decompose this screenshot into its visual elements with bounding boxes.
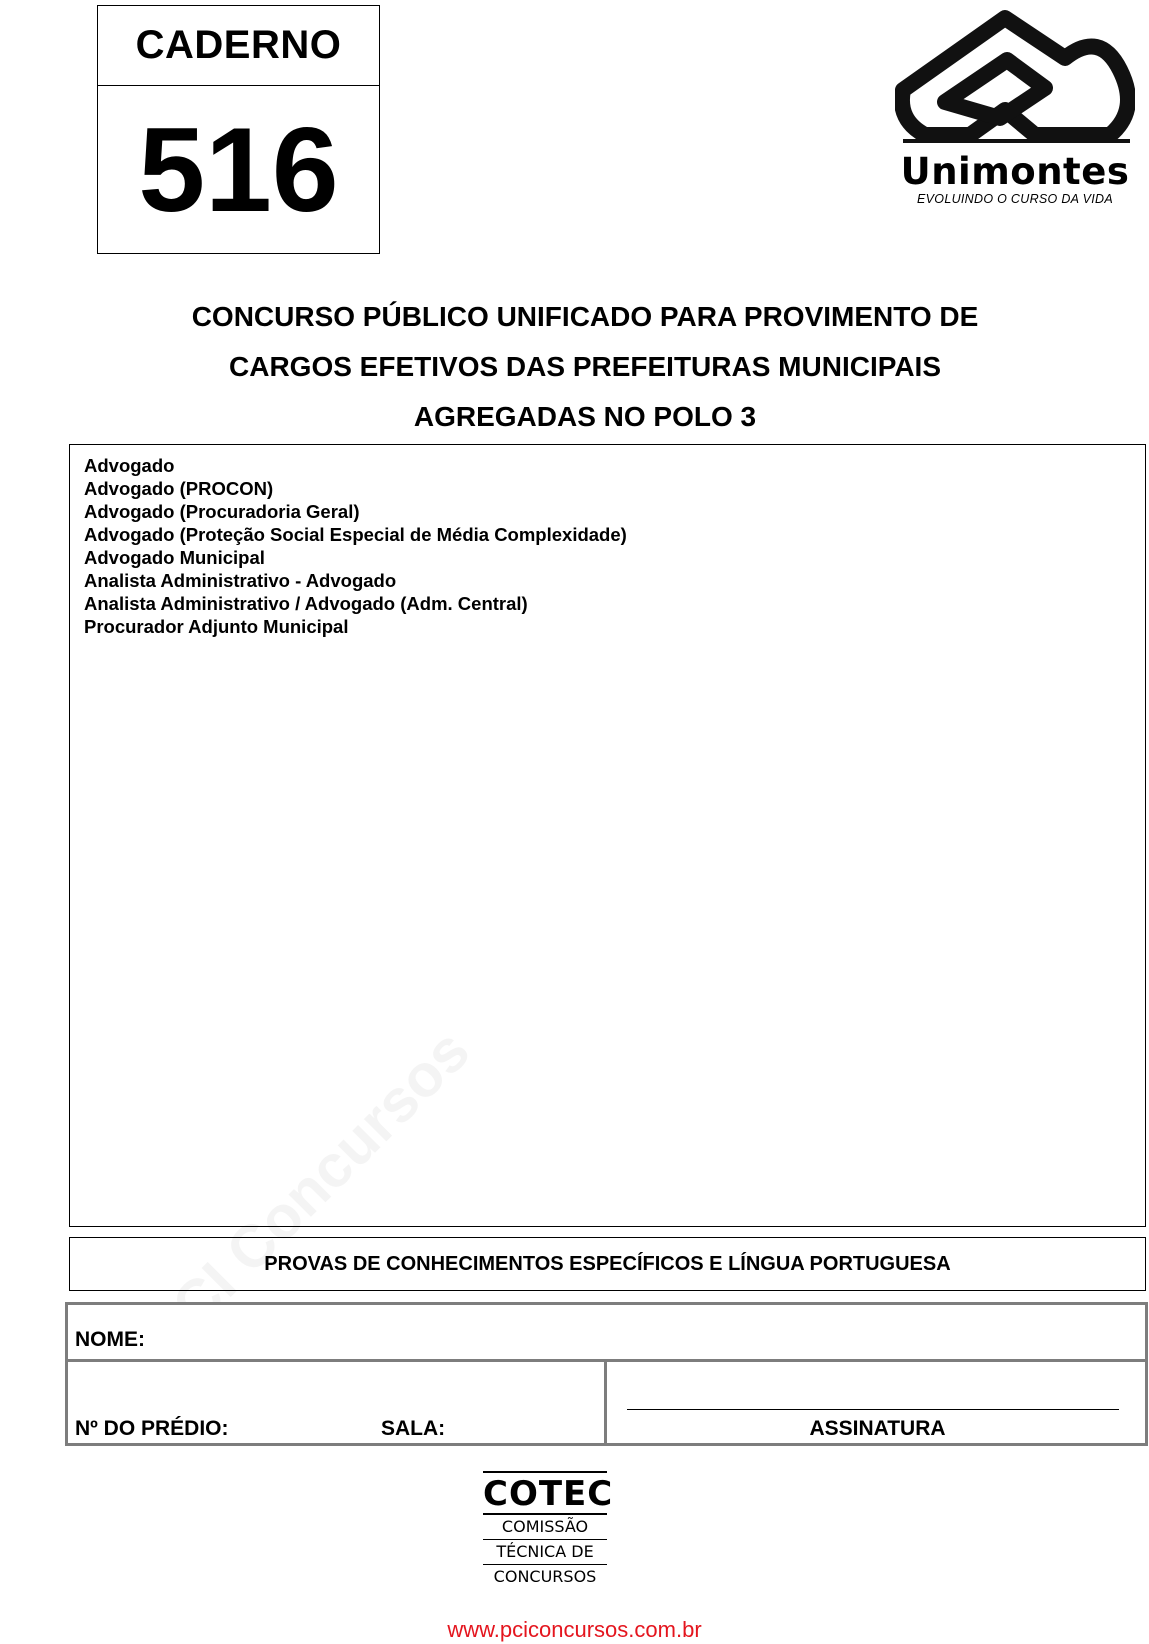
positions-box (69, 444, 1146, 1227)
position-item: Advogado (Procuradoria Geral) (84, 501, 360, 522)
position-item: Procurador Adjunto Municipal (84, 616, 349, 637)
identification-form (65, 1302, 1148, 1446)
cotec-line: TÉCNICA DE (483, 1540, 607, 1565)
position-item: Advogado (PROCON) (84, 478, 274, 499)
footer-url[interactable]: www.pciconcursos.com.br (447, 1617, 702, 1642)
title-line: AGREGADAS NO POLO 3 (413, 401, 757, 432)
logo-rule (903, 139, 1130, 143)
position-item: Advogado (84, 455, 175, 476)
institution-name: Unimontes (900, 150, 1130, 193)
position-item: Advogado Municipal (84, 547, 265, 568)
name-row[interactable] (68, 1305, 1145, 1362)
title-line: CARGOS EFETIVOS DAS PREFEITURAS MUNICIPAIS (229, 351, 941, 382)
position-item: Advogado (Proteção Social Especial de Média Complexidade) (84, 524, 627, 545)
caderno-number: 516 (138, 102, 339, 237)
subject-box: PROVAS DE CONHECIMENTOS ESPECÍFICOS E LÍNGUA PORTUGUESA (69, 1237, 1146, 1291)
name-label: NOME: (75, 1328, 145, 1351)
signature-label: ASSINATURA (809, 1417, 946, 1440)
cotec-line: CONCURSOS (493, 1567, 597, 1586)
caderno-box (97, 5, 380, 254)
exam-title (60, 292, 1110, 442)
signature-line[interactable] (627, 1409, 1119, 1410)
cotec-line: COMISSÃO (483, 1515, 607, 1540)
title-line: CONCURSO PÚBLICO UNIFICADO PARA PROVIMENTO DE (191, 301, 979, 332)
building-label: Nº DO PRÉDIO: (75, 1417, 229, 1440)
cotec-name: COTEC (483, 1474, 614, 1514)
room-label: SALA: (381, 1417, 446, 1440)
position-item: Analista Administrativo - Advogado (84, 570, 397, 591)
position-item: Analista Administrativo / Advogado (Adm. Central) (84, 593, 528, 614)
institution-tagline: EVOLUINDO O CURSO DA VIDA (917, 192, 1113, 206)
cotec-logo (483, 1471, 614, 1589)
caderno-label: CADERNO (98, 6, 379, 86)
cotec-rule (483, 1471, 607, 1473)
